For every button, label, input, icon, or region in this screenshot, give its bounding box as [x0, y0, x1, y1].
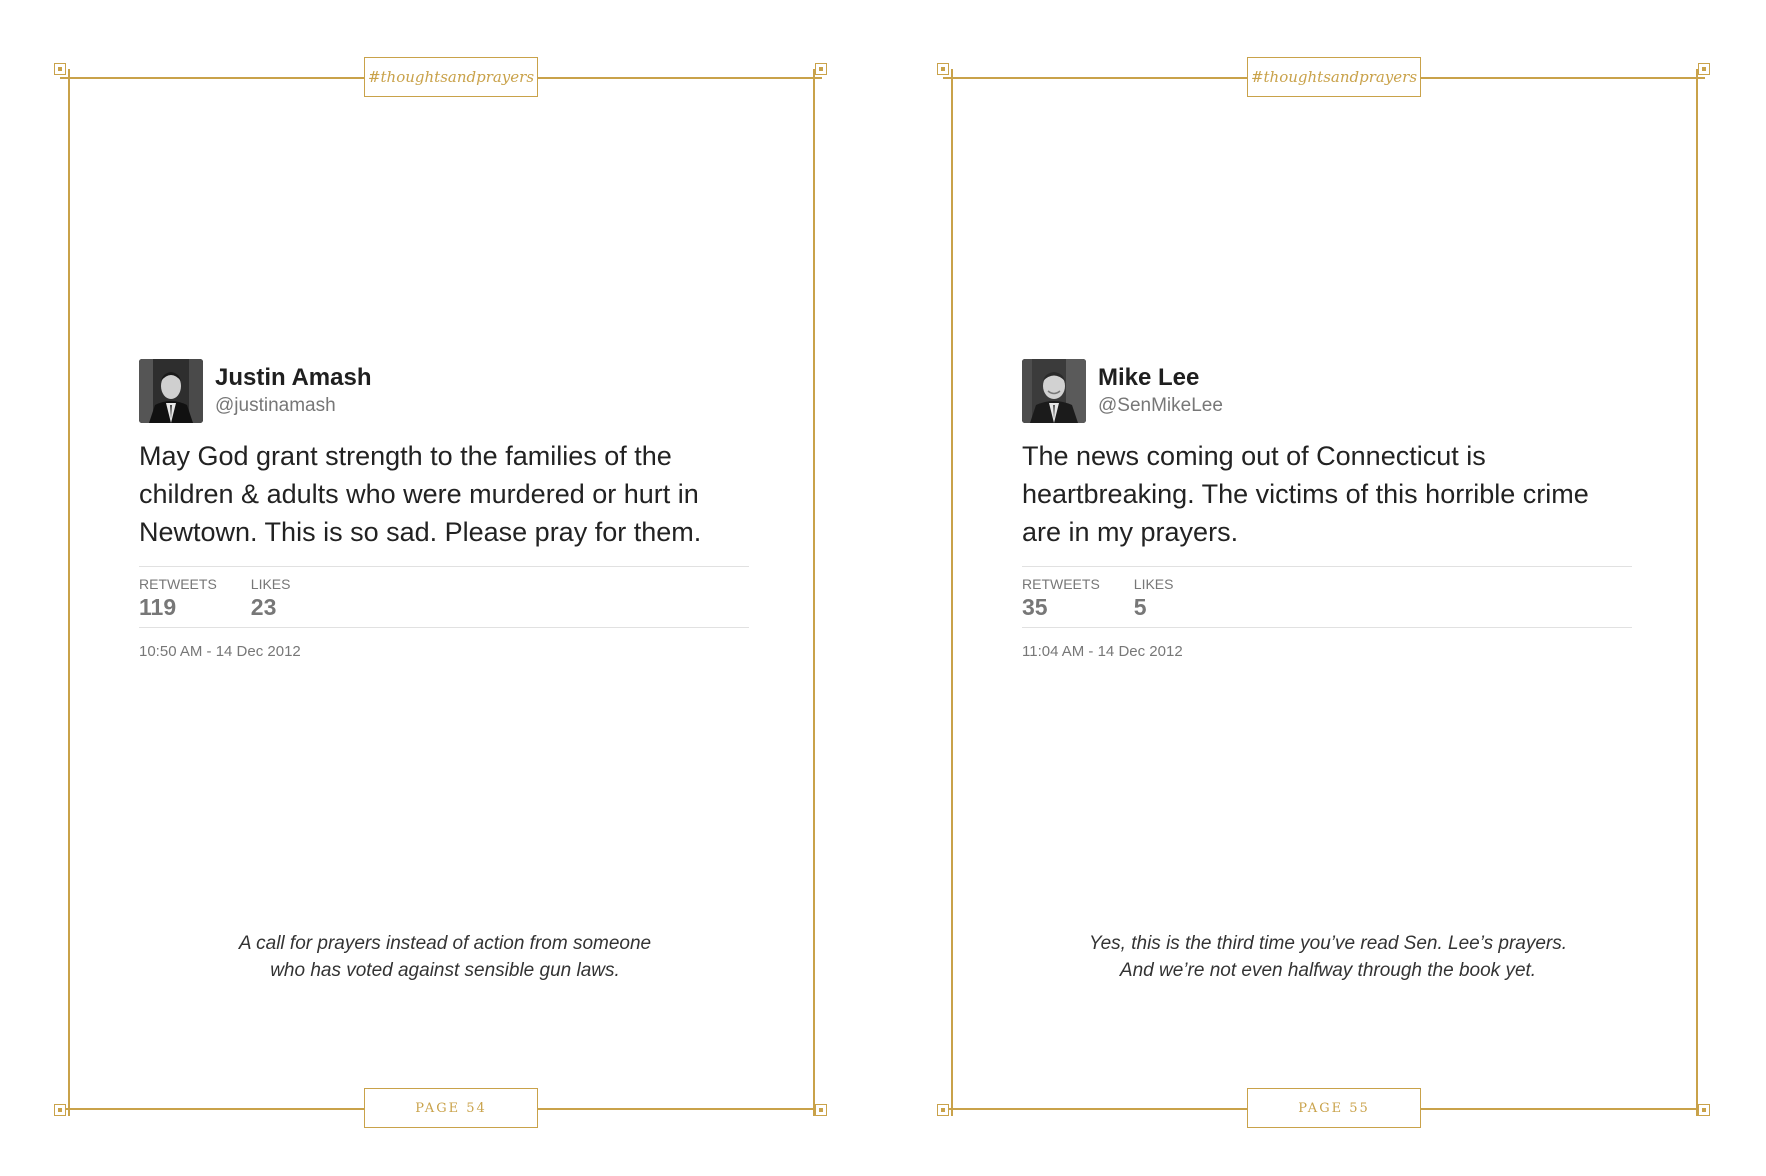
corner-ornament-icon — [937, 1104, 949, 1116]
corner-ornament-icon — [815, 1104, 827, 1116]
portrait-photo-icon — [139, 359, 203, 423]
page-number: PAGE 55 — [1247, 1088, 1421, 1128]
author-name[interactable]: Mike Lee — [1098, 364, 1200, 391]
page-number: PAGE 54 — [364, 1088, 538, 1128]
frame-left-border — [951, 69, 953, 1116]
tweet-card — [1022, 359, 1632, 660]
hashtag-label: #thoughtsandprayers — [1247, 57, 1421, 97]
retweets-stat — [139, 575, 217, 627]
retweets-count: 35 — [1022, 594, 1048, 620]
likes-count: 5 — [1133, 594, 1147, 620]
likes-stat — [251, 575, 291, 627]
page-55 — [883, 0, 1766, 1176]
caption-line: A call for prayers instead of action from someone — [238, 933, 652, 954]
caption-line: And we’re not even halfway through the book yet. — [1119, 960, 1537, 981]
tweet-header — [1022, 359, 1632, 423]
tweet-author — [1098, 363, 1223, 419]
tweet-card — [139, 359, 749, 660]
corner-ornament-icon — [54, 63, 66, 75]
likes-label: LIKES — [1133, 576, 1174, 592]
tweet-stats — [1022, 566, 1632, 628]
tweet-text: The news coming out of Connecticut is heartbreaking. The victims of this horrible crime are in my prayers. — [1022, 441, 1589, 547]
tweet-header — [139, 359, 749, 423]
tweet-text: May God grant strength to the families of the children & adults who were murdered or hurt in Newtown. This is so sad. Please pray for them. — [139, 441, 702, 547]
caption-line: Yes, this is the third time you’ve read Sen. Lee’s prayers. — [1088, 933, 1568, 954]
retweets-label: RETWEETS — [139, 576, 217, 592]
tweet-stats — [139, 566, 749, 628]
tweet-timestamp: 10:50 AM - 14 Dec 2012 — [139, 643, 301, 660]
retweets-label: RETWEETS — [1022, 576, 1100, 592]
page-caption — [100, 930, 790, 984]
frame-right-border — [813, 69, 815, 1116]
corner-ornament-icon — [54, 1104, 66, 1116]
page-caption — [983, 930, 1673, 984]
corner-ornament-icon — [1698, 63, 1710, 75]
corner-ornament-icon — [937, 63, 949, 75]
corner-ornament-icon — [1698, 1104, 1710, 1116]
tweet-timestamp: 11:04 AM - 14 Dec 2012 — [1022, 643, 1183, 660]
likes-count: 23 — [250, 594, 277, 620]
corner-ornament-icon — [815, 63, 827, 75]
hashtag-label: #thoughtsandprayers — [364, 57, 538, 97]
likes-stat — [1134, 575, 1174, 627]
likes-label: LIKES — [250, 576, 291, 592]
author-handle[interactable]: @SenMikeLee — [1098, 395, 1223, 416]
frame-right-border — [1696, 69, 1698, 1116]
portrait-photo-icon — [1022, 359, 1086, 423]
frame-left-border — [68, 69, 70, 1116]
tweet-author — [215, 363, 371, 419]
author-name[interactable]: Justin Amash — [215, 364, 372, 391]
retweets-count: 119 — [139, 594, 177, 620]
author-handle[interactable]: @justinamash — [215, 395, 336, 416]
caption-line: who has voted against sensible gun laws. — [270, 960, 620, 981]
retweets-stat — [1022, 575, 1100, 627]
